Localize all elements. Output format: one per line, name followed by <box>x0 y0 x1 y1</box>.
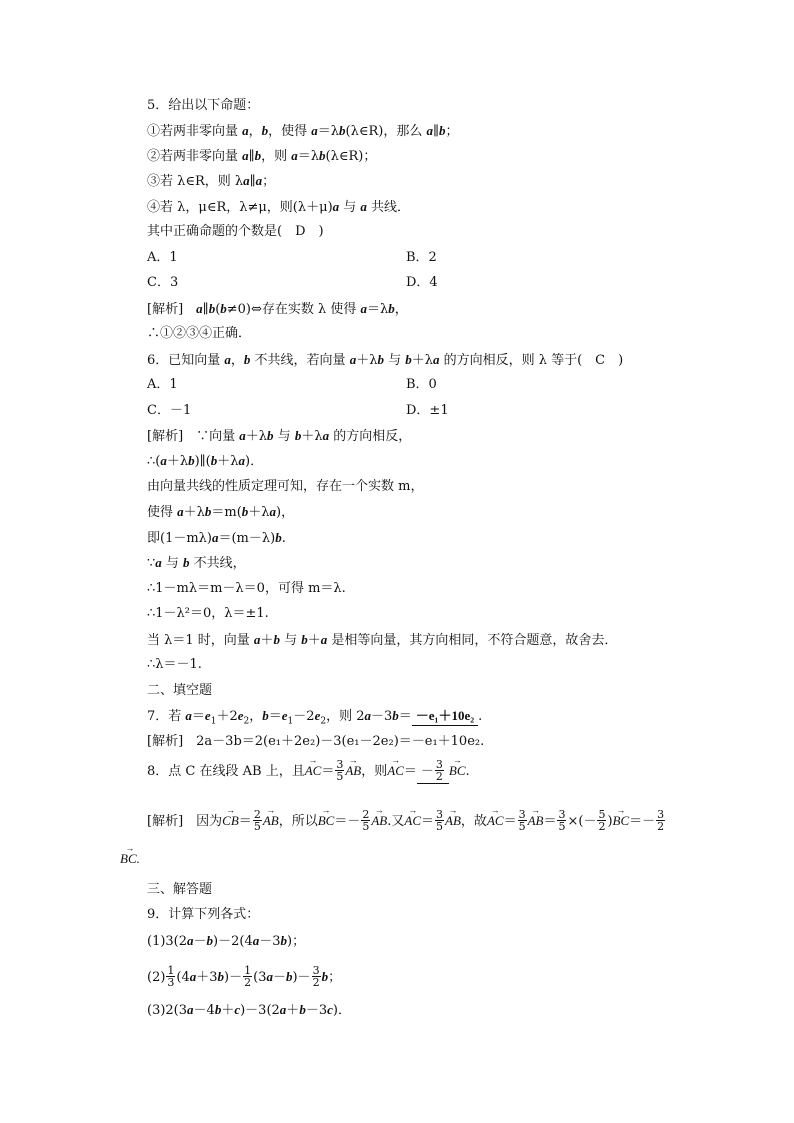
q5-option-d: D．4 <box>406 275 438 290</box>
q5-proposition-1: ①若两非零向量 a，b，使得 a＝λb(λ∈R)，那么 a∥b； <box>147 123 459 139</box>
q6-solution-9: 当 λ＝1 时，向量 a＋b 与 b＋a 是相等向量，其方向相同，不符合题意，故舍去． <box>147 632 618 648</box>
q5-proposition-3: ③若 λ∈R，则 λa∥a； <box>147 173 276 189</box>
q9-stem: 9．计算下列各式： <box>147 907 260 922</box>
q6-solution-5: 即(1－mλ)a＝(m－λ)b. <box>147 530 286 546</box>
q5-solution-2: ∴①②③④正确． <box>147 326 252 341</box>
q6-solution-1: [解析] ∵向量 a＋λb 与 b＋λa 的方向相反， <box>147 428 412 444</box>
q7-answer: －e₁＋10e₂ <box>412 707 478 726</box>
q9-expression-1: (1)3(2a－b)－2(4a－3b)； <box>147 933 306 949</box>
q6-solution-7: ∴1－mλ＝m－λ＝0，可得 m＝λ. <box>147 581 346 596</box>
q6-stem: 6．已知向量 a，b 不共线，若向量 a＋λb 与 b＋λa 的方向相反，则 λ 等于( C ) <box>147 352 624 368</box>
q9-expression-2: (2) $\frac{1}{3}$ (4a＋3b)－ $\frac{1}{2}$ (3a－b)－ $\frac{3}{2}$ b； <box>147 964 342 989</box>
section-fill-in-heading: 二、填空题 <box>147 683 213 698</box>
q7-stem: 7．若 $a=e_1+2e_2$，$b=e_1-2e_2$，则 2a－3b＝ －e₁＋10e₂ . <box>147 708 483 727</box>
q8-answer: － $\frac{3}{2}$ <box>417 760 449 784</box>
q6-solution-10: ∴λ＝－1. <box>147 657 202 672</box>
q5-solution-1: [解析] a∥b(b≠0)⇔存在实数 λ 使得 a＝λb， <box>147 301 408 317</box>
q6-option-b: B．0 <box>406 377 437 392</box>
q5-option-c: C．3 <box>147 275 179 290</box>
q6-option-c: C．－1 <box>147 403 192 418</box>
q9-expression-3: (3)2(3a－4b＋c)－3(2a＋b－3c)． <box>147 1002 351 1018</box>
solution-tag: [解析] <box>147 734 184 749</box>
q6-option-d: D．±1 <box>406 403 449 418</box>
q8-stem: 8．点 C 在线段 AB 上，且→ AC＝ $\frac{3}{5}$ → AB，则→ AC＝ － $\frac{3}{2}$ → BC. <box>147 760 470 784</box>
solution-tag: [解析] <box>147 814 184 829</box>
q5-stem: 5．给出以下命题： <box>147 98 260 113</box>
q5-option-b: B．2 <box>406 250 437 265</box>
q6-option-a: A．1 <box>147 377 178 392</box>
q5-option-a: A．1 <box>147 250 178 265</box>
section-answer-heading: 三、解答题 <box>147 882 213 897</box>
solution-tag: [解析] <box>147 429 184 444</box>
q7-solution: [解析] 2a－3b＝2(e₁＋2e₂)－3(e₁－2e₂)＝－e₁＋10e₂. <box>147 734 485 749</box>
q5-proposition-2: ②若两非零向量 a∥b，则 a＝λb(λ∈R)； <box>147 148 377 164</box>
q6-solution-3: 由向量共线的性质定理可知，存在一个实数 m， <box>147 479 424 494</box>
solution-tag: [解析] <box>147 302 184 317</box>
q5-proposition-4: ④若 λ，μ∈R，λ≠μ，则(λ＋μ)a 与 a 共线． <box>147 199 411 215</box>
q6-solution-6: ∵a 与 b 不共线， <box>147 555 246 571</box>
q8-solution: [解析] 因为→ CB＝ $\frac{2}{5}$ → AB，所以→ BC＝－ $\frac{2}{5}$ → AB.又→ AC＝ $\frac{3}{5}$ → AB，故→ AC＝ $\frac{3}{5}$ → AB＝ $\frac{3}{5}$ ×(－ $\frac{5}{2}$ )→ BC＝－ $\frac{3}{2}$ <box>147 810 666 833</box>
q6-solution-4: 使得 a＋λb＝m(b＋λa)， <box>147 504 295 520</box>
q6-solution-8: ∴1－λ²＝0，λ＝±1. <box>147 606 269 621</box>
q6-solution-2: ∴(a＋λb)∥(b＋λa)． <box>147 453 264 469</box>
q5-ask: 其中正确命题的个数是( D ) <box>147 224 324 239</box>
q8-solution-tail: → BC. <box>120 850 140 869</box>
